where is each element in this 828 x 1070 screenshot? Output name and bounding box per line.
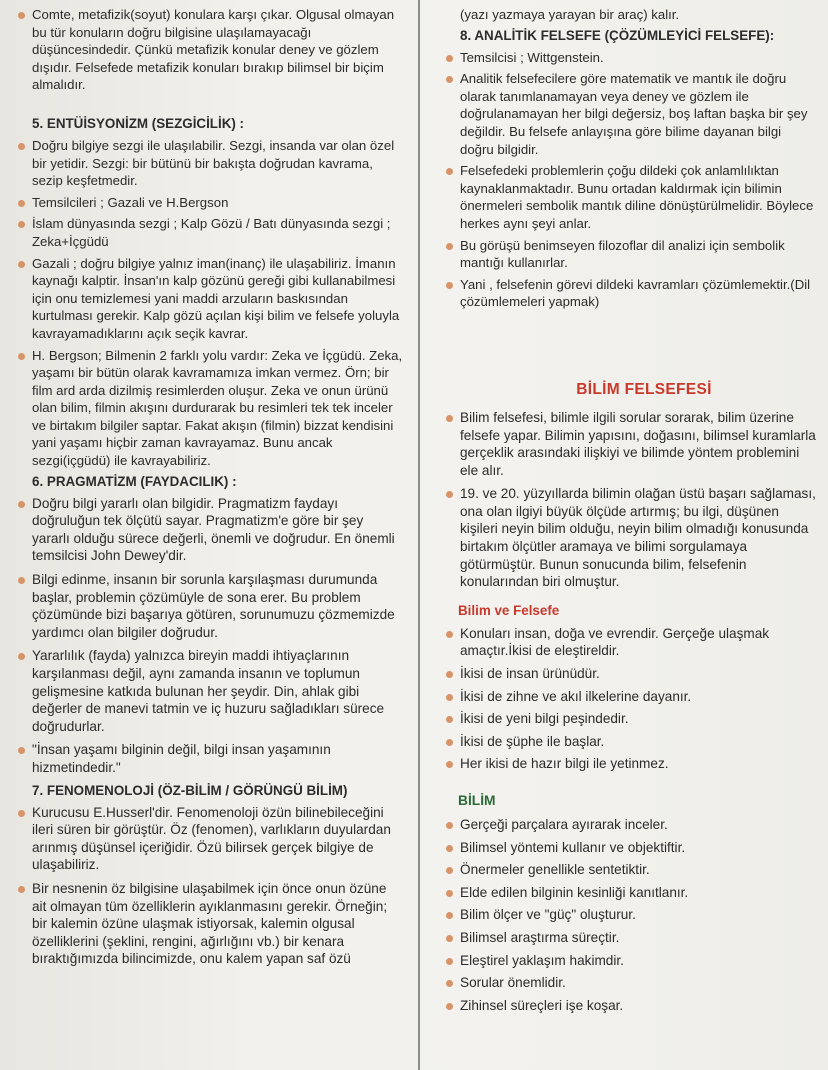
right-column bbox=[440, 6, 818, 1019]
bilim-list bbox=[440, 816, 818, 1014]
list-item: İkisi de insan ürünüdür. bbox=[440, 665, 818, 683]
entuisyonizm-list bbox=[12, 137, 404, 470]
list-item: Temsilcileri ; Gazali ve H.Bergson bbox=[12, 194, 404, 212]
list-item: İkisi de şüphe ile başlar. bbox=[440, 733, 818, 751]
list-item: Yani , felsefenin görevi dildeki kavramları çözümlemektir.(Dil çözümlemeleri yapmak) bbox=[440, 276, 818, 311]
list-item: Doğru bilgiye sezgi ile ulaşılabilir. Sezgi, insanda var olan özel bir yetidir. Sezgi: bir bütünü bir bakışta doğrudan kavrama, sezip keşfetmedir. bbox=[12, 137, 404, 190]
analitik-felsefe-list bbox=[440, 49, 818, 311]
list-item: Bilim ölçer ve "güç" oluşturur. bbox=[440, 906, 818, 924]
section-heading-bilim-ve-felsefe: Bilim ve Felsefe bbox=[458, 602, 560, 618]
column-divider bbox=[418, 0, 420, 1070]
list-item: İkisi de yeni bilgi peşindedir. bbox=[440, 710, 818, 728]
list-item: Konuları insan, doğa ve evrendir. Gerçeğe ulaşmak amaçtır.İkisi de eleştireldir. bbox=[440, 625, 818, 660]
fenomenoloji-list bbox=[12, 804, 404, 968]
list-item: Temsilcisi ; Wittgenstein. bbox=[440, 49, 818, 67]
section-heading-bilim: BİLİM bbox=[458, 793, 496, 808]
section-heading-bilim-felsefesi: BİLİM FELSEFESİ bbox=[576, 380, 712, 398]
list-item: Sorular önemlidir. bbox=[440, 974, 818, 992]
left-column bbox=[12, 6, 404, 974]
list-item: Eleştirel yaklaşım hakimdir. bbox=[440, 952, 818, 970]
list-item: Kurucusu E.Husserl'dir. Fenomenoloji özün bilinebileceğini ileri süren bir görüştür. Öz (fenomen), varlıkların duyulardan arınmış düşünsel içeriğidir. Özü bilirsek gerçek bilgiye de ulaşabiliriz. bbox=[12, 804, 404, 874]
list-item: Felsefedeki problemlerin çoğu dildeki çok anlamlılıktan kaynaklanmaktadır. Bunu ortadan kaldırmak için bilimin önermeleri sembolik mantık diline dönüştürülmelidir. Böylece herkes aynı şeyi anlar. bbox=[440, 162, 818, 232]
list-item: Gerçeği parçalara ayırarak inceler. bbox=[440, 816, 818, 834]
list-item: Elde edilen bilginin kesinliği kanıtlanır. bbox=[440, 884, 818, 902]
list-item: Yararlılık (fayda) yalnızca bireyin maddi ihtiyaçlarının karşılanması değil, aynı zamanda insanın ve toplumun gelişmesine katkıda bulunan her şeydir. Din, ahlak gibi değerler de manevi tatmin ve iç huzuru sağladıkları sürece doğrudurlar. bbox=[12, 647, 404, 735]
list-item: Gazali ; doğru bilgiye yalnız iman(inanç) ile ulaşabiliriz. İmanın kaynağı kalptir. İnsan'ın kalp gözünü gereği gibi kullanabilmesi için onu temizlemesi yani maddi arzuların baskısından kurtulması gerekir. Kalp gözü açılan kişi bilim ve felsefe yoluyla kavrayamadıklarını açık seçik kavrar. bbox=[12, 255, 404, 343]
intro-list bbox=[12, 6, 404, 94]
list-item: 19. ve 20. yüzyıllarda bilimin olağan üstü başarı sağlaması, ona olan ilgiyi büyük ölçüde artırmış; bu ilgi, düşünen kişileri neyin bilim olduğu, neyin bilim olmadığı konusunda birtakım ölçütler aramaya ve bilimi sorgulamaya götürmüştür. Bunun sonucunda bilim, felsefenin konularından biri olmuştur. bbox=[440, 485, 818, 591]
list-item: H. Bergson; Bilmenin 2 farklı yolu vardır: Zeka ve İçgüdü. Zeka, yaşamı bir bütün olarak kavramamıza imkan vermez. Örn; bir film ard arda dizilmiş resimlerden oluşur. Zeka ve onun ürünü olan bilim, filmin akışını durdurarak bu resimleri tek tek inceler ve birtakım bilgiler saptar. Fakat akışın (filmin) bizzat kendisini yani yaşamı hiçbir zaman kavrayamaz. Bunu ancak sezgi(içgüdü) ile kavrayabiliriz. bbox=[12, 347, 404, 470]
list-item: İslam dünyasında sezgi ; Kalp Gözü / Batı dünyasında sezgi ; Zeka+İçgüdü bbox=[12, 215, 404, 250]
list-item: Zihinsel süreçleri işe koşar. bbox=[440, 997, 818, 1015]
continuation-line: (yazı yazmaya yarayan bir araç) kalır. bbox=[460, 7, 680, 22]
section-heading-fenomenoloji: 7. FENOMENOLOJİ (ÖZ-BİLİM / GÖRÜNGÜ BİLİM) bbox=[32, 782, 348, 798]
list-item: Bilimsel yöntemi kullanır ve objektiftir. bbox=[440, 839, 818, 857]
list-item: Bu görüşü benimseyen filozoflar dil analizi için sembolik mantığı kullanırlar. bbox=[440, 237, 818, 272]
list-item: Bilimsel araştırma süreçtir. bbox=[440, 929, 818, 947]
bilim-felsefesi-list bbox=[440, 409, 818, 591]
list-item: Bilgi edinme, insanın bir sorunla karşılaşması durumunda başlar, problemin çözümüyle de sona erer. Bu problem çözümünde bizi başarıya götüren, sorunumuzu çözmemizde yardımcı olan bilgiler doğrudur. bbox=[12, 571, 404, 641]
pragmatizm-list bbox=[12, 495, 404, 777]
list-item: Bilim felsefesi, bilimle ilgili sorular sorarak, bilim üzerine felsefe yapar. Bilimin yapısını, doğasını, bilimsel kuramlarla gerçeklik arasındaki ilişkiyi ve bilimde yöntem problemini ele alır. bbox=[440, 409, 818, 479]
list-item: Bir nesnenin öz bilgisine ulaşabilmek için önce onun özüne ait olmayan tüm özelliklerin ayıklanmasını gerekir. Örneğin; bir kalemin özüne ulaşmak istiyorsak, kalemin olgusal özelliklerini (şeklini, rengini, ağırlığını vb.) bir kenara bıraktığımızda bilincimizde, onu kalem yapan saf özü bbox=[12, 880, 404, 968]
list-item: Analitik felsefecilere göre matematik ve mantık ile doğru olarak tanımlanamayan veya deney ve gözlem ile doğrulanamayan her bilgi değersiz, boş laftan başka bir şey değildir. Bu felsefe anlayışına göre bilime dayanan bilgi doğru bilgidir. bbox=[440, 70, 818, 158]
section-heading-pragmatizm: 6. PRAGMATİZM (FAYDACILIK) : bbox=[32, 473, 237, 489]
bilim-ve-felsefe-list bbox=[440, 625, 818, 773]
list-item: "İnsan yaşamı bilginin değil, bilgi insan yaşamının hizmetindedir." bbox=[12, 741, 404, 776]
section-heading-analitik-felsefe: 8. ANALİTİK FELSEFE (ÇÖZÜMLEYİCİ FELSEFE): bbox=[460, 27, 775, 43]
list-item: Comte, metafizik(soyut) konulara karşı çıkar. Olgusal olmayan bu tür konuların doğru bilgisine ulaşılamayacağı düşüncesindedir. Çünkü metafizik konular deney ve gözlem dışıdır. Felsefede metafizik konuları bırakıp bilimsel bir biçim almalıdır. bbox=[12, 6, 404, 94]
list-item: Her ikisi de hazır bilgi ile yetinmez. bbox=[440, 755, 818, 773]
list-item: Doğru bilgi yararlı olan bilgidir. Pragmatizm faydayı doğruluğun tek ölçütü sayar. Pragmatizm'e göre bir şey yararlı olduğu sürece değerli, önemli ve doğrudur. En önemli temsilcisi John Dewey'dir. bbox=[12, 495, 404, 565]
list-item: İkisi de zihne ve akıl ilkelerine dayanır. bbox=[440, 688, 818, 706]
section-heading-entuisyonizm: 5. ENTÜİSYONİZM (SEZGİCİLİK) : bbox=[32, 115, 245, 131]
list-item: Önermeler genellikle sentetiktir. bbox=[440, 861, 818, 879]
